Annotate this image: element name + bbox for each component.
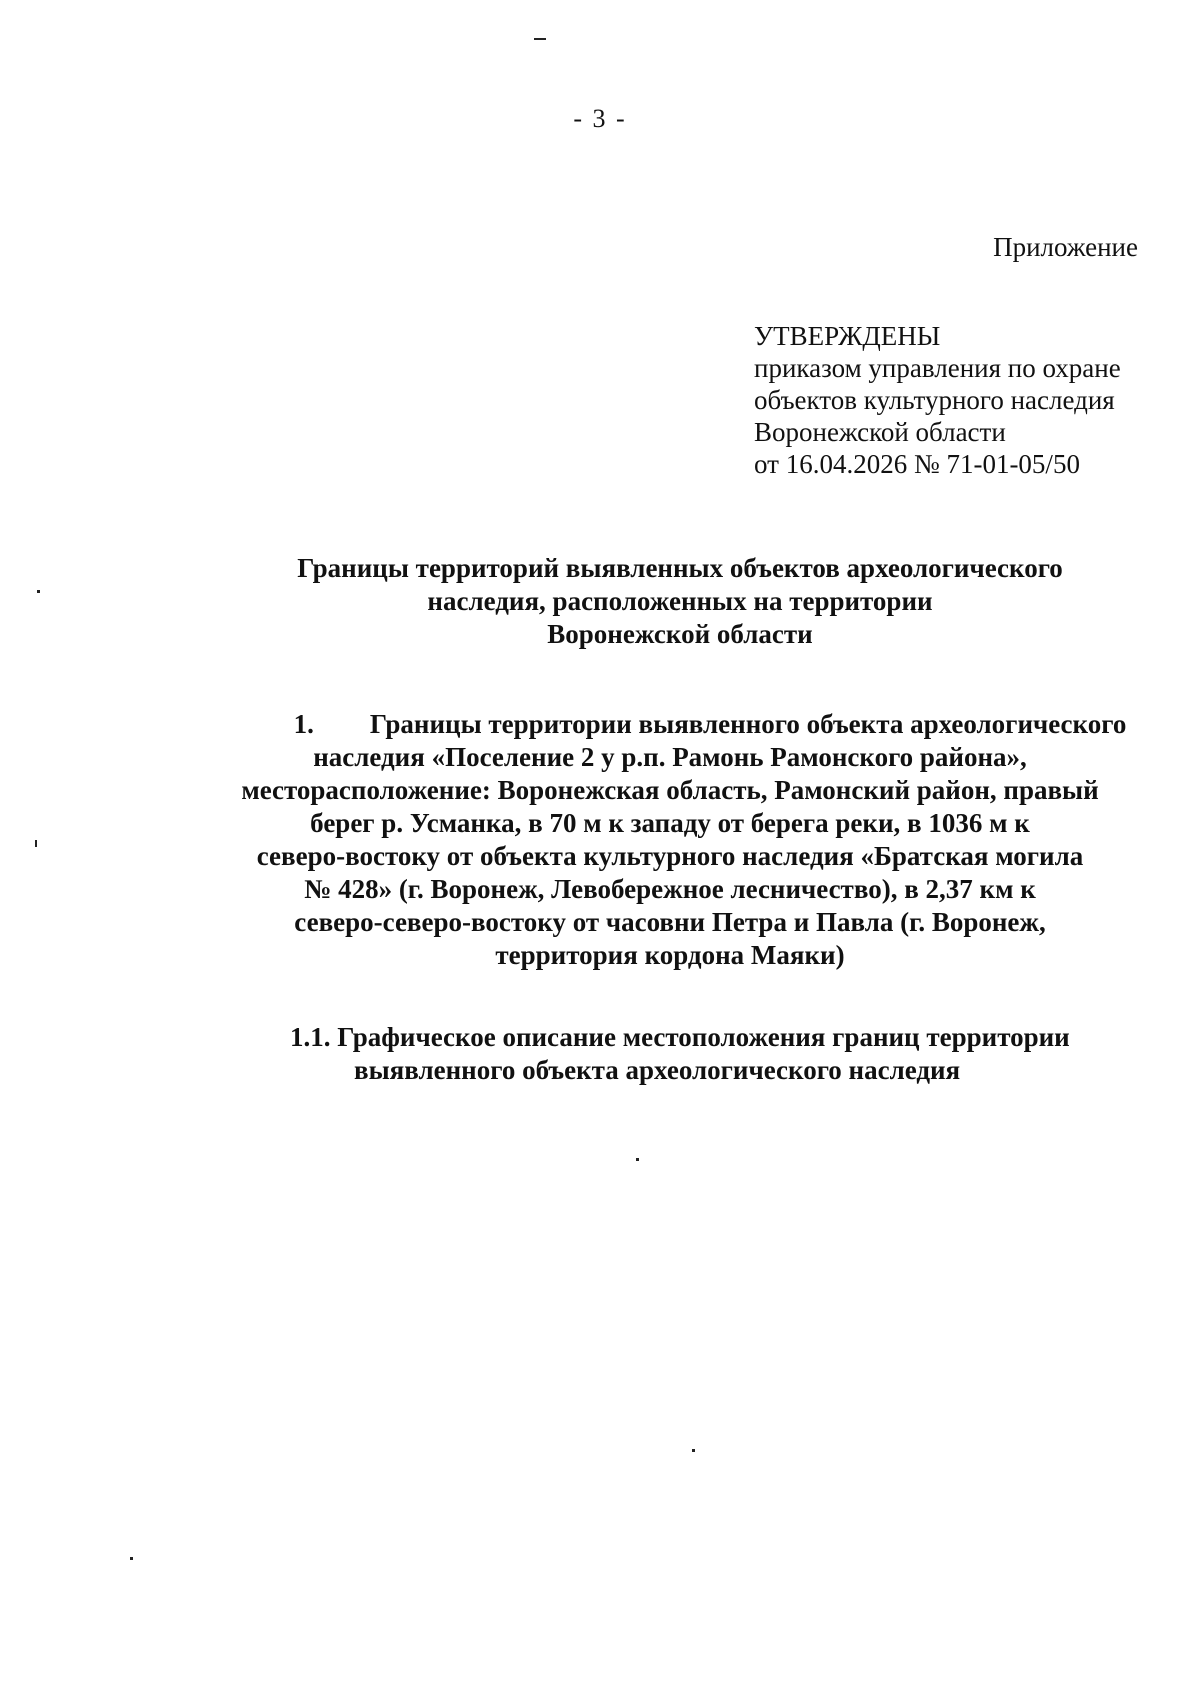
section-1-1-heading bbox=[290, 1021, 1170, 1087]
section-1-number: 1. bbox=[293, 709, 314, 739]
section-1-line: наследия «Поселение 2 у р.п. Рамонь Рамонского района», bbox=[313, 742, 1027, 772]
section-1-line: северо-востоку от объекта культурного наследия «Братская могила bbox=[256, 841, 1084, 871]
approval-line: Воронежской области bbox=[754, 417, 1006, 447]
approval-line: приказом управления по охране bbox=[754, 353, 1121, 383]
scan-mark-mid bbox=[636, 1158, 639, 1161]
appendix-label: Приложение bbox=[993, 232, 1138, 262]
section-1-line: территория кордона Маяки) bbox=[495, 940, 845, 970]
document-title bbox=[180, 552, 1180, 651]
approval-line: объектов культурного наследия bbox=[754, 385, 1115, 415]
section-1-line: № 428» (г. Воронеж, Левобережное лесничество), в 2,37 км к bbox=[304, 874, 1036, 904]
approval-heading: УТВЕРЖДЕНЫ bbox=[754, 321, 941, 351]
scan-mark-left-2 bbox=[35, 840, 37, 847]
section-1-line: месторасположение: Воронежская область, Рамонский район, правый bbox=[241, 775, 1099, 805]
section-1-1-line: 1.1. Графическое описание местоположения границ территории bbox=[290, 1022, 1070, 1052]
document-title-line: Границы территорий выявленных объектов археологического bbox=[297, 553, 1063, 583]
section-1-heading bbox=[190, 708, 1150, 972]
approval-order-line: от 16.04.2026 № 71-01-05/50 bbox=[754, 449, 1080, 479]
scan-mark-bottom-left bbox=[130, 1557, 133, 1560]
document-title-line: Воронежской области bbox=[547, 619, 813, 649]
document-title-line: наследия, расположенных на территории bbox=[427, 586, 933, 616]
section-1-line: берег р. Усманка, в 70 м к западу от берега реки, в 1036 м к bbox=[310, 808, 1030, 838]
scan-mark-left-1 bbox=[37, 590, 40, 593]
approval-block bbox=[754, 320, 1194, 480]
section-1-1-line: выявленного объекта археологического наследия bbox=[354, 1055, 961, 1085]
page-number: - 3 - bbox=[573, 104, 627, 133]
section-1-line: северо-северо-востоку от часовни Петра и Павла (г. Воронеж, bbox=[294, 907, 1046, 937]
section-1-line: Границы территории выявленного объекта археологического bbox=[369, 709, 1127, 739]
scan-mark-lower bbox=[692, 1449, 695, 1452]
section-1-first-line bbox=[190, 708, 1150, 741]
scan-mark-top bbox=[534, 38, 546, 40]
